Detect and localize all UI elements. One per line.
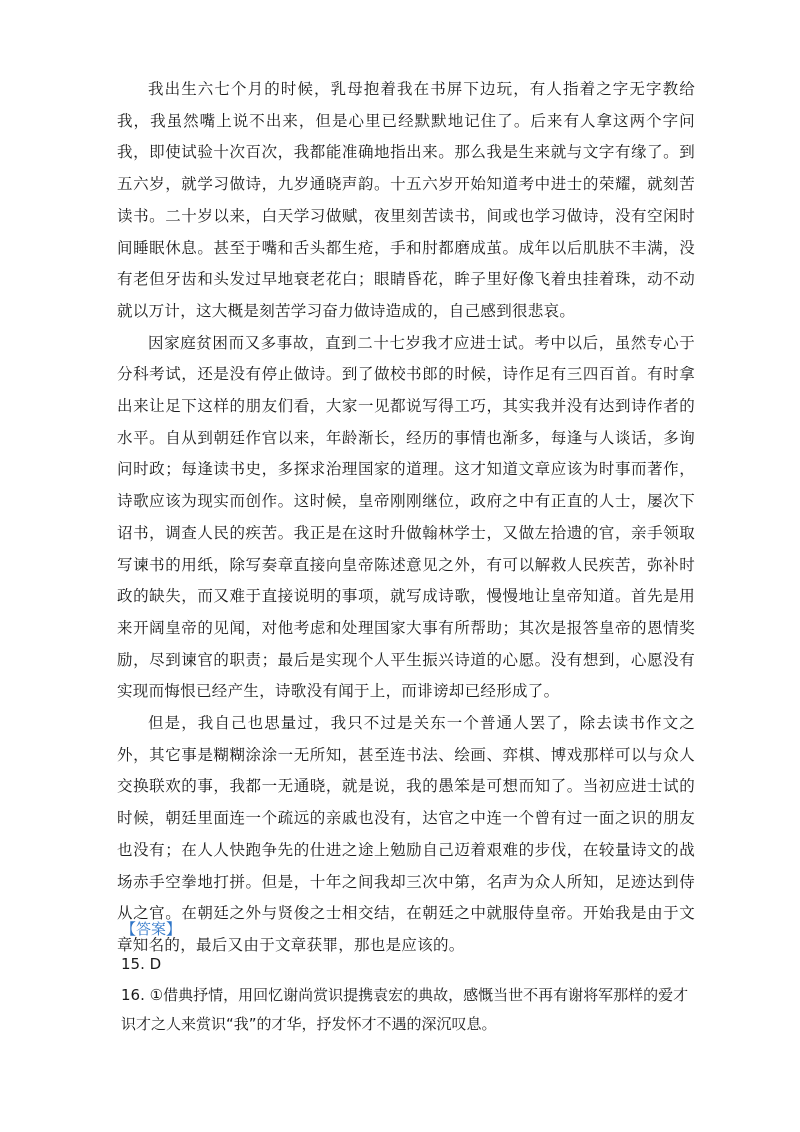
translation-paragraph-2: 因家庭贫困而又多事故，直到二十七岁我才应进士试。考中以后，虽然专心于分科考试，还是没有停止做诗。到了做校书郎的时候，诗作足有三四百首。有时拿出来让足下这样的朋友们看，大家一见都说写得工巧，其实我并没有达到诗作者的水平。自从到朝廷作官以来，年龄渐长，经历的事情也渐多，每逢与人谈话，多询问时政；每逢读书史，多探求治理国家的道理。这才知道文章应该为时事而著作，诗歌应该为现实而创作。这时候，皇帝刚刚继位，政府之中有正直的人士，屡次下诏书，调查人民的疾苦。我正是在这时升做翰林学士，又做左拾遗的官，亲手领取写谏书的用纸，除写奏章直接向皇帝陈述意见之外，有可以解救人民疾苦，弥补时政的缺失，而又难于直接说明的事项，就写成诗歌，慢慢地让皇帝知道。首先是用来开阔皇帝的见闻，对他考虑和处理国家大事有所帮助；其次是报答皇帝的恩情奖励，尽到谏官的职责；最后是实现个人平生振兴诗道的心愿。没有想到，心愿没有实现而悔恨已经产生，诗歌没有闻于上，而诽谤却已经形成了。 (117, 333, 695, 701)
answer-list (121, 950, 691, 1041)
answer-item-15: 15. D (121, 955, 162, 973)
answer-item-16: 16. ①借典抒情，用回忆谢尚赏识提携袁宏的典故，感慨当世不再有谢将军那样的爱才识才之人来赏识“我”的才华，抒发怀才不遇的深沉叹息。 (121, 986, 689, 1033)
translation-paragraph-3: 但是，我自己也思量过，我只不过是关东一个普通人罢了，除去读书作文之外，其它事是糊糊涂涂一无所知，甚至连书法、绘画、弈棋、博戏那样可以与众人交换联欢的事，我都一无通晓，就是说，我的愚笨是可想而知了。当初应进士试的时候，朝廷里面连一个疏远的亲戚也没有，达官之中连一个曾有过一面之识的朋友也没有；在人人快跑争先的仕进之途上勉励自己迈着艰难的步伐，在较量诗文的战场赤手空拳地打拼。但是，十年之间我却三次中第，名声为众人所知，足迹达到侍从之官。在朝廷之外与贤俊之士相交结，在朝廷之中就服侍皇帝。开始我是由于文章知名的，最后又由于文章获罪，那也是应该的。 (117, 714, 695, 954)
translation-paragraph-1: 我出生六七个月的时候，乳母抱着我在书屏下边玩，有人指着之字无字教给我，我虽然嘴上说不出来，但是心里已经默默地记住了。后来有人拿这两个字问我，即使试验十次百次，我都能准确地指出来。那么我是生来就与文字有缘了。到五六岁，就学习做诗，九岁通晓声韵。十五六岁开始知道考中进士的荣耀，就刻苦读书。二十岁以来，白天学习做赋，夜里刻苦读书，间或也学习做诗，没有空闲时间睡眠休息。甚至于嘴和舌头都生疮，手和肘都磨成茧。成年以后肌肤不丰满，没有老但牙齿和头发过早地衰老花白；眼睛昏花，眸子里好像飞着虫挂着珠，动不动就以万计，这大概是刻苦学习奋力做诗造成的，自己感到很悲哀。 (117, 80, 695, 320)
translation-text (117, 74, 695, 962)
answer-heading: 【答案】 (121, 920, 182, 938)
